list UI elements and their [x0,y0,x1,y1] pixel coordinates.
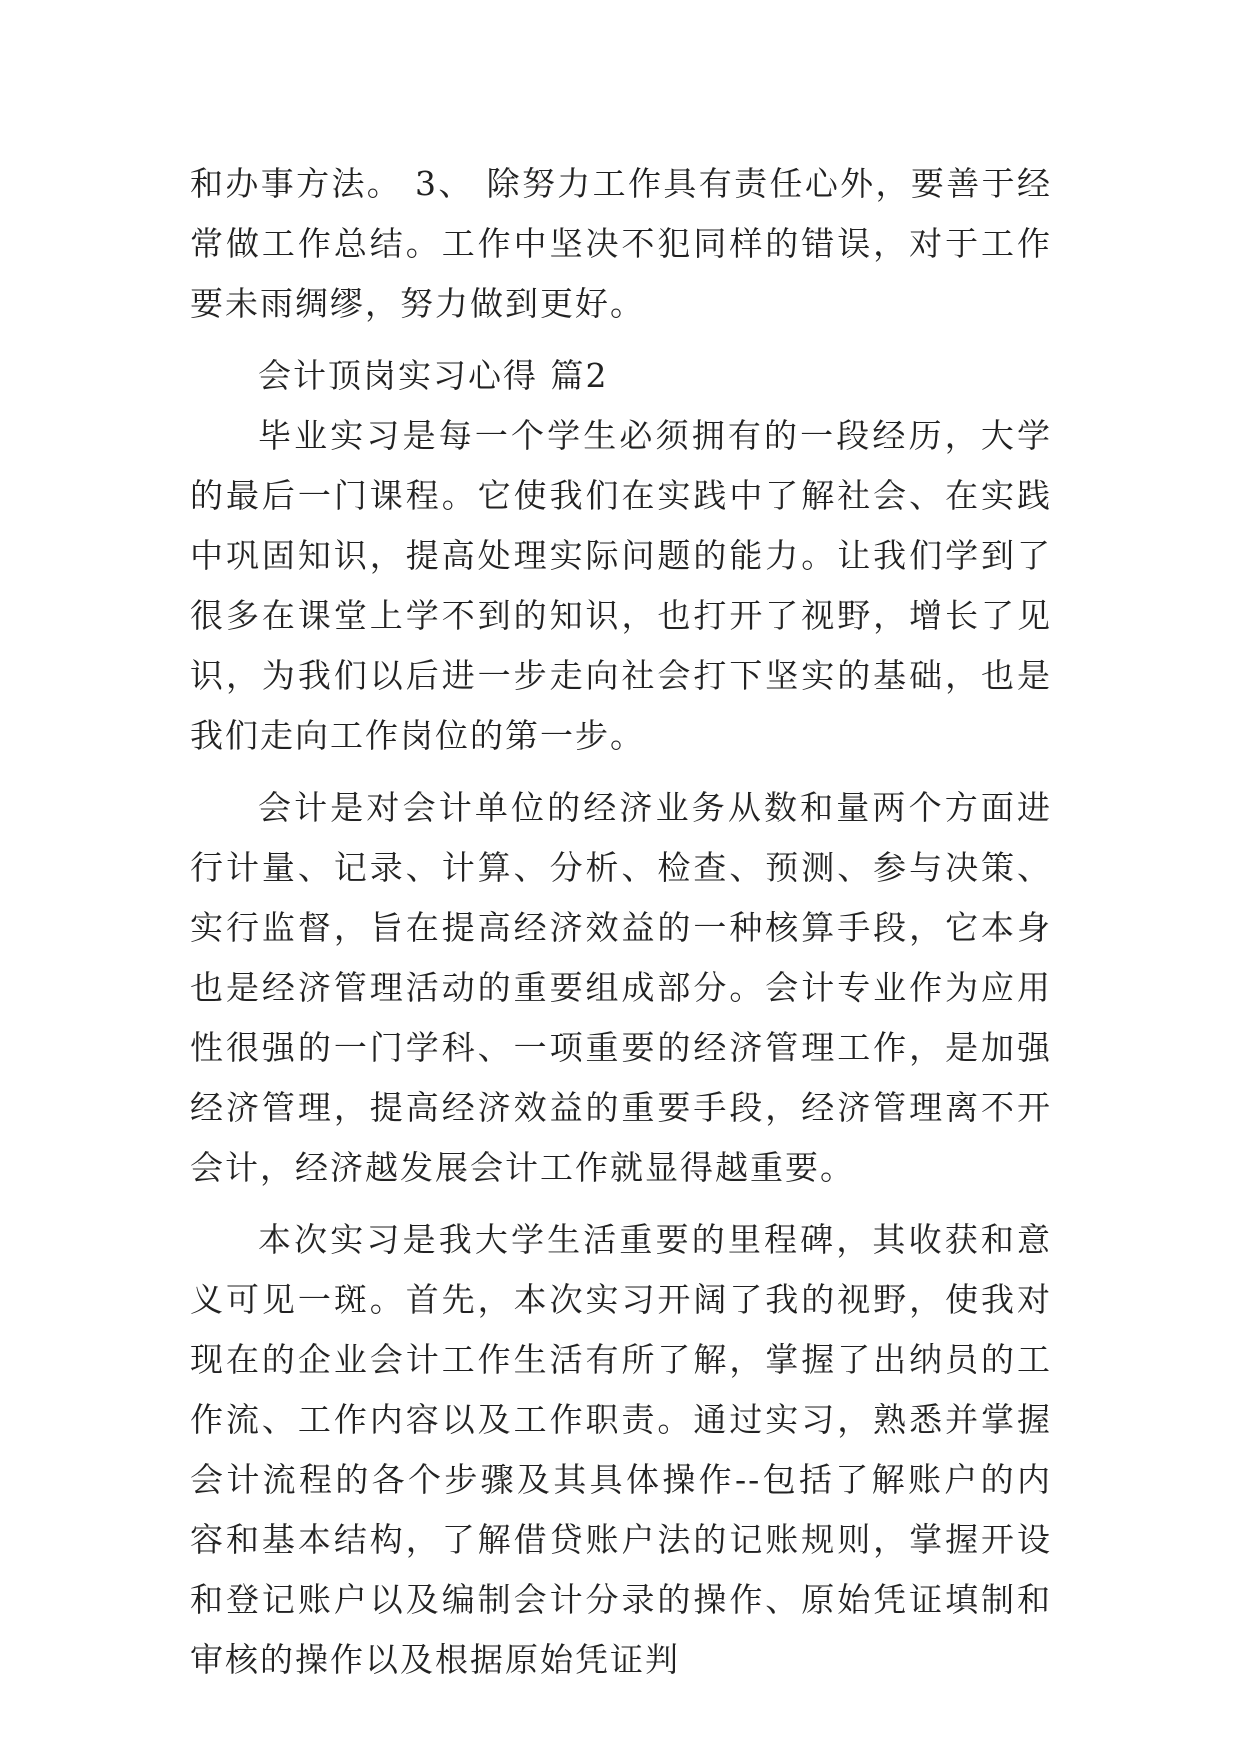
paragraph-continuation: 和办事方法。 3、 除努力工作具有责任心外，要善于经常做工作总结。工作中坚决不犯同样的错误，对于工作要未雨绸缪，努力做到更好。 [190,164,1052,323]
paragraph-accounting-definition: 会计是对会计单位的经济业务从数和量两个方面进行计量、记录、计算、分析、检查、预测、参与决策、实行监督，旨在提高经济效益的一种核算手段，它本身也是经济管理活动的重要组成部分。会计专业作为应用性很强的一门学科、一项重要的经济管理工作，是加强经济管理，提高经济效益的重要手段，经济管理离不开会计，经济越发展会计工作就显得越重要。 [190,788,1052,1187]
document-body [190,154,1052,1690]
paragraph-internship-gains: 本次实习是我大学生活重要的里程碑，其收获和意义可见一斑。首先，本次实习开阔了我的视野，使我对现在的企业会计工作生活有所了解，掌握了出纳员的工作流、工作内容以及工作职责。通过实习，熟悉并掌握会计流程的各个步骤及其具体操作--包括了解账户的内容和基本结构，了解借贷账户法的记账规则，掌握开设和登记账户以及编制会计分录的操作、原始凭证填制和审核的操作以及根据原始凭证判 [190,1220,1052,1679]
section-heading: 会计顶岗实习心得 篇2 [258,356,609,395]
paragraph-internship-intro: 毕业实习是每一个学生必须拥有的一段经历，大学的最后一门课程。它使我们在实践中了解社会、在实践中巩固知识，提高处理实际问题的能力。让我们学到了很多在课堂上学不到的知识，也打开了视野，增长了见识，为我们以后进一步走向社会打下坚实的基础，也是我们走向工作岗位的第一步。 [190,416,1052,755]
